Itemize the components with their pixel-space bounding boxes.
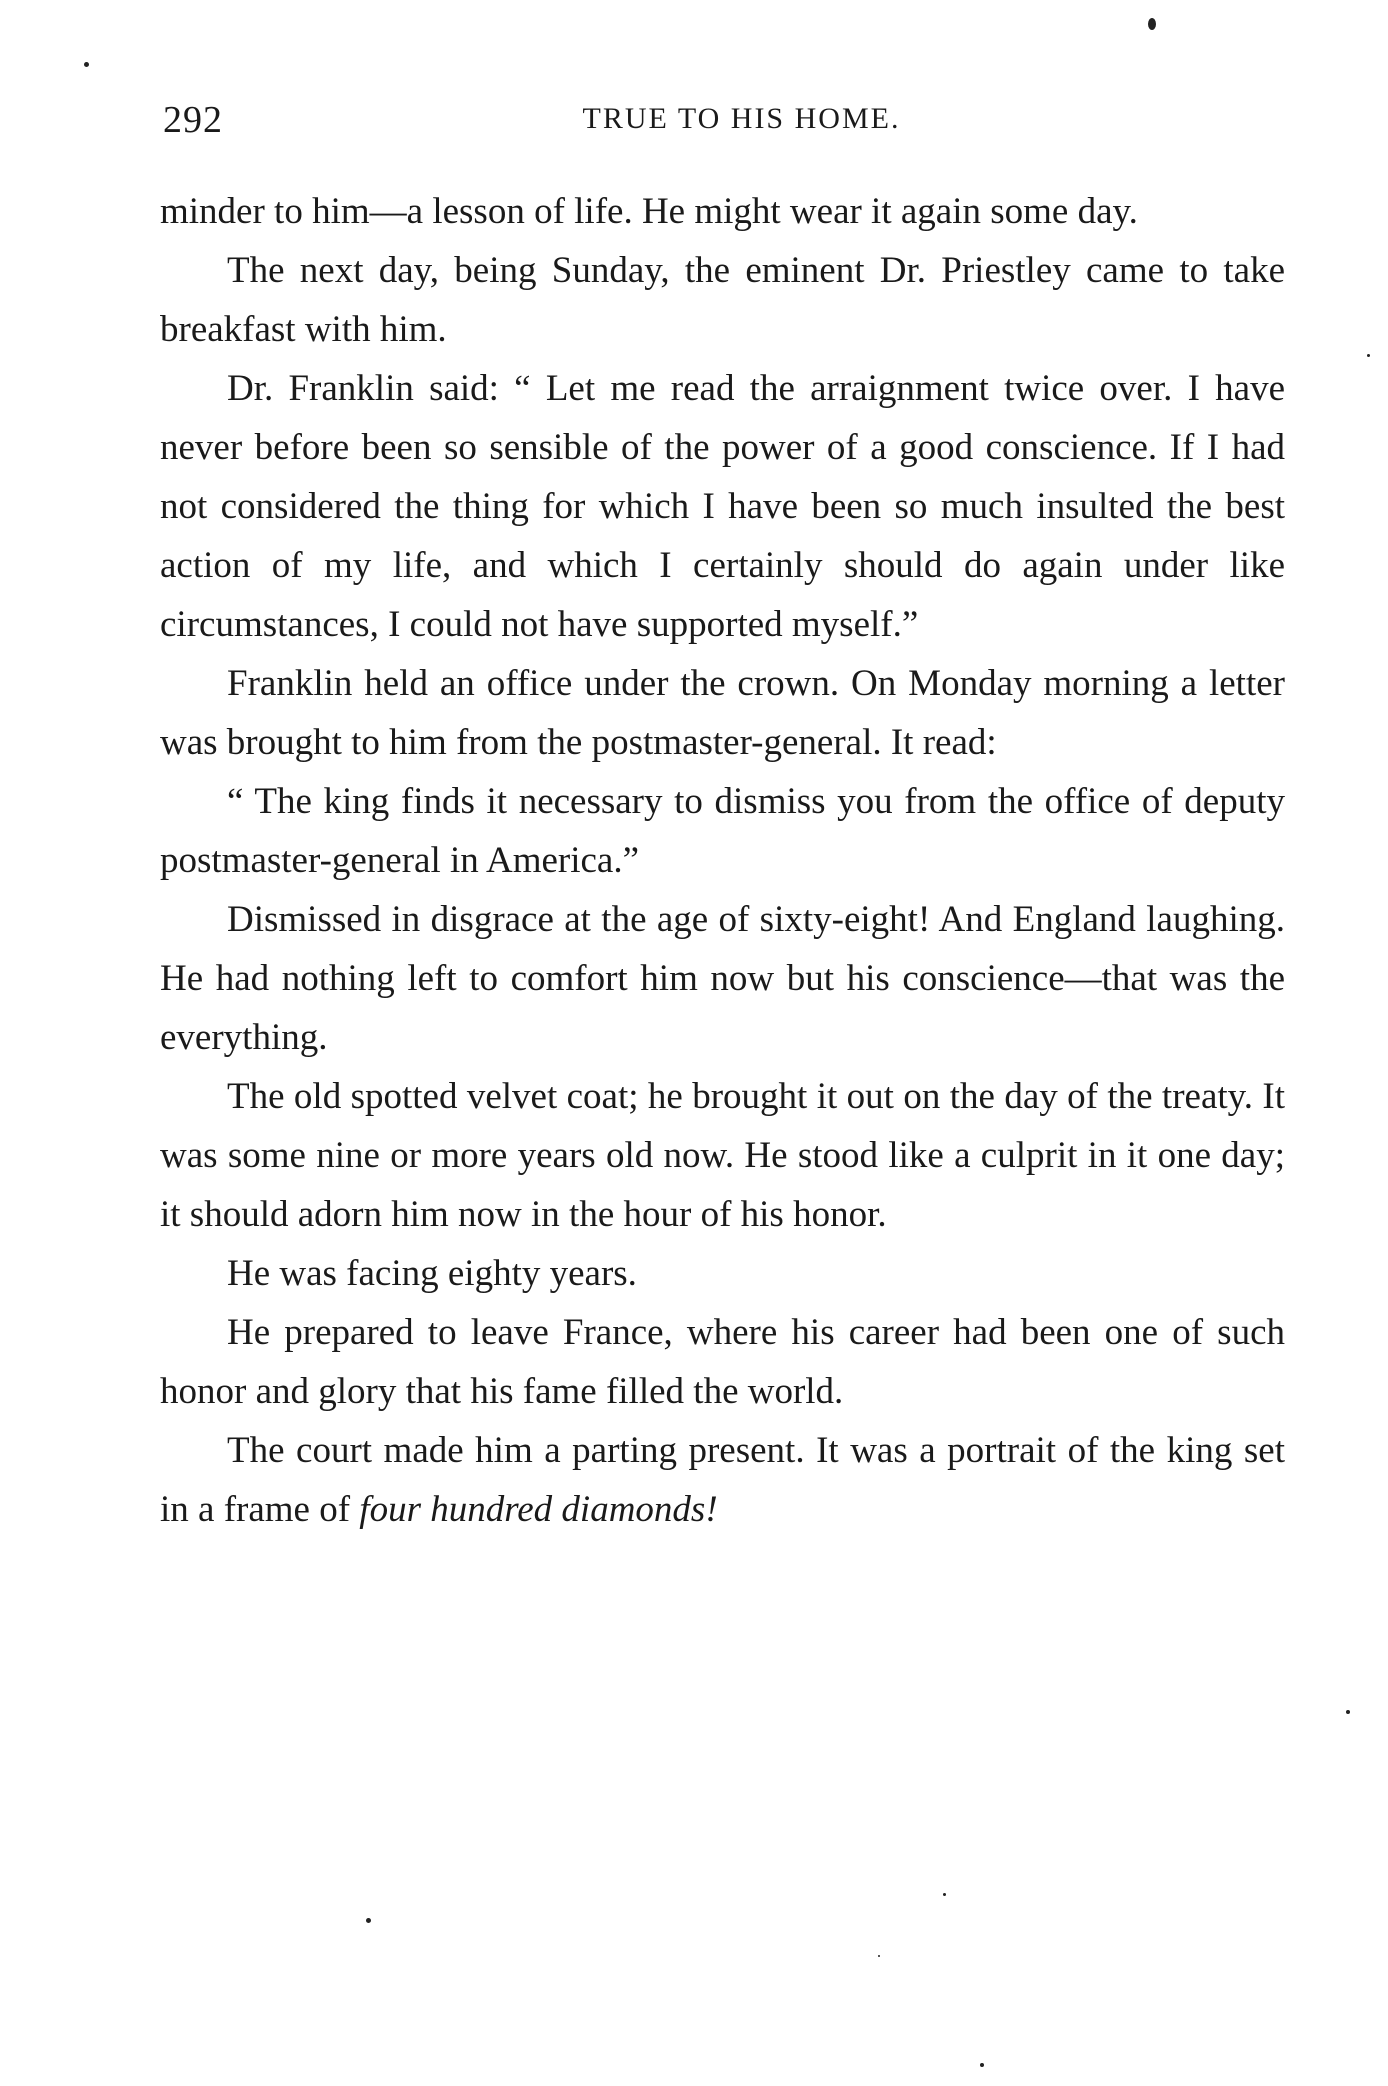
- print-speck: [943, 1893, 946, 1896]
- page-number: 292: [163, 99, 223, 141]
- paragraph-parting-present: [160, 1421, 1285, 1539]
- paragraph-leave-france: He prepared to leave France, where his career had been one of such honor and glory that his fame filled the world.: [160, 1312, 1285, 1412]
- paragraph-priestley-breakfast: The next day, being Sunday, the eminent Dr. Priestley came to take breakfast with him.: [160, 250, 1285, 350]
- paragraph-dismissed: Dismissed in disgrace at the age of sixty-eight! And England laughing. He had nothing left to comfort him now but his conscience—that was the everything.: [160, 899, 1285, 1058]
- print-speck: [1148, 18, 1156, 30]
- paragraph-king-letter: “ The king finds it necessary to dismiss you from the office of deputy postmaster-general in America.”: [160, 781, 1285, 881]
- running-head: [163, 98, 1290, 148]
- parting-present-emphasis: four hundred diamonds!: [359, 1489, 718, 1530]
- body-text: [160, 182, 1285, 1539]
- print-speck: [84, 62, 89, 67]
- parting-present-text: The court made him a parting present. It was a portrait of the king set in a frame of: [160, 1430, 1285, 1530]
- print-speck: [1346, 1710, 1350, 1714]
- paragraph-eighty-years: He was facing eighty years.: [227, 1253, 637, 1294]
- paragraph-franklin-quote: Dr. Franklin said: “ Let me read the arraignment twice over. I have never before been so sensible of the power of a good conscience. If I had not considered the thing for which I have been so much insulted the best action of my life, and which I certainly should do again under like circumstances, I could not have supported myself.”: [160, 368, 1285, 645]
- paragraph-velvet-coat: The old spotted velvet coat; he brought it out on the day of the treaty. It was some nine or more years old now. He stood like a culprit in it one day; it should adorn him now in the hour of his honor.: [160, 1076, 1285, 1235]
- paragraph-office-under-crown: Franklin held an office under the crown. On Monday morning a letter was brought to him from the postmaster-general. It read:: [160, 663, 1285, 763]
- print-speck: [1367, 354, 1370, 357]
- running-title: TRUE TO HIS HOME.: [582, 102, 901, 135]
- print-speck: [366, 1918, 371, 1923]
- print-speck: [878, 1955, 880, 1957]
- paragraph-continuation: minder to him—a lesson of life. He might wear it again some day.: [160, 191, 1138, 232]
- print-speck: [980, 2063, 984, 2067]
